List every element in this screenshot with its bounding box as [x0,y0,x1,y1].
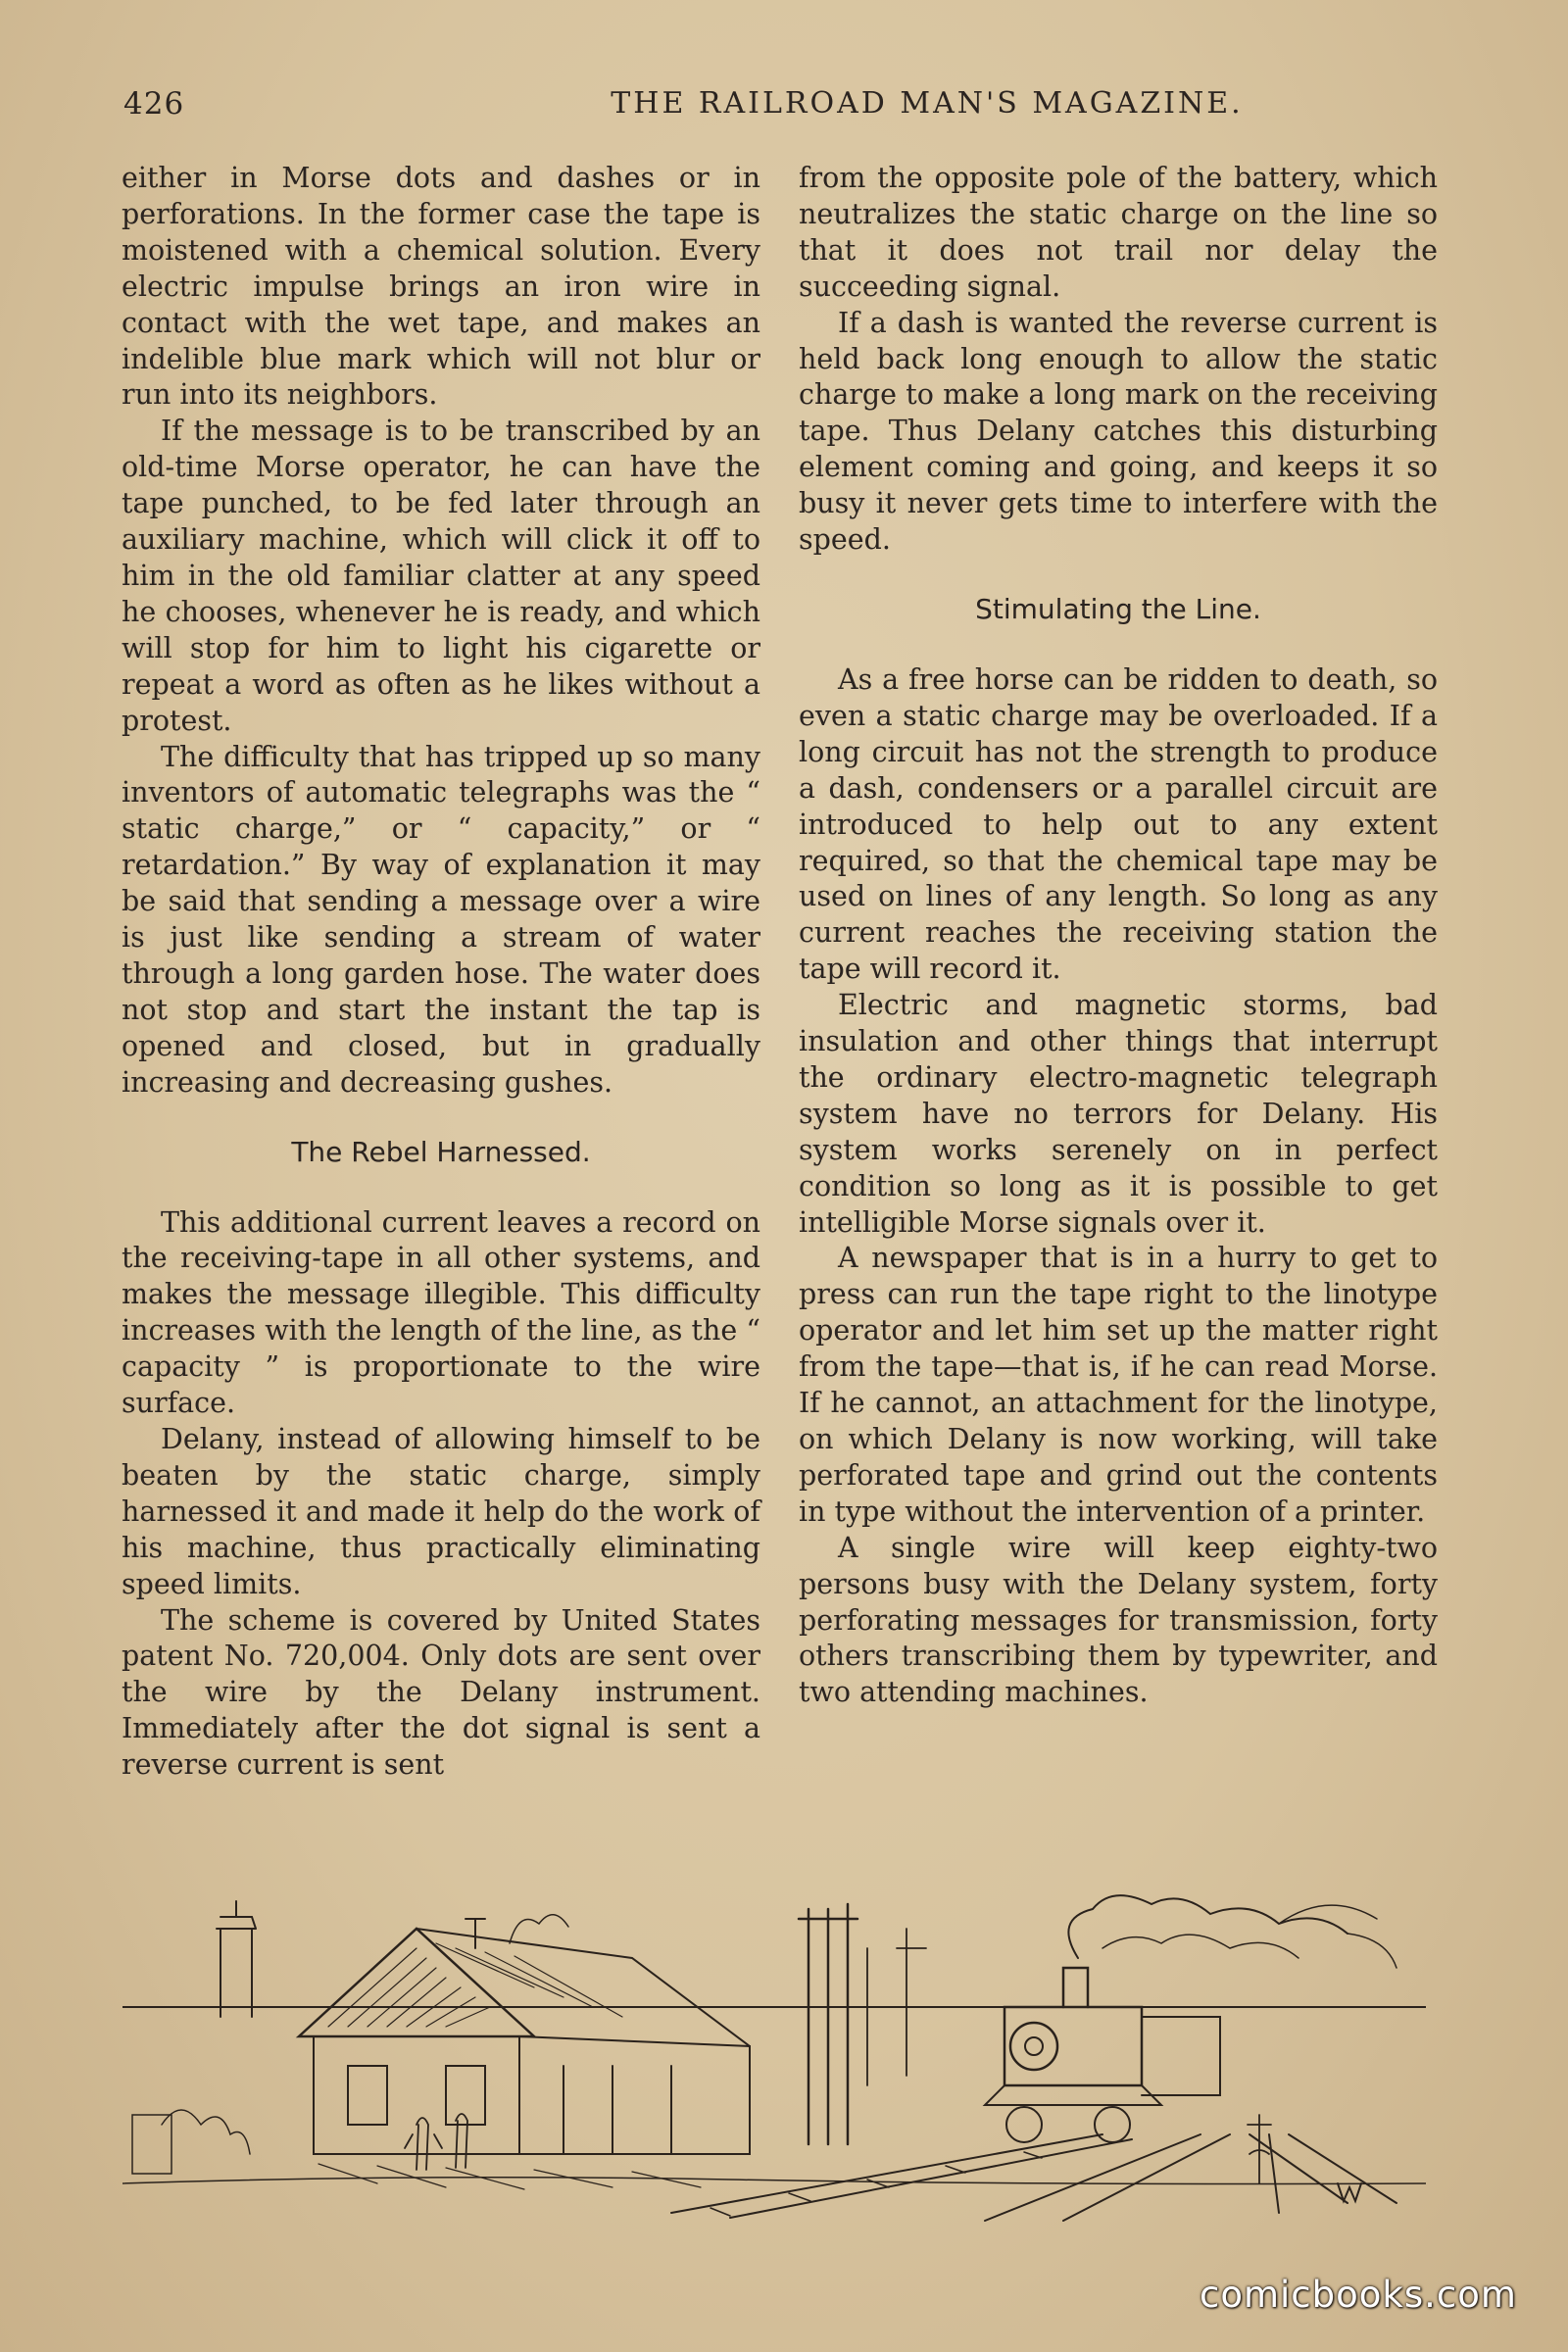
paragraph: The difficulty that has tripped up so many inventors of automatic telegraphs was the “ static charge,” or “ capacity,” or “ retardation.” By way of explanation it may be said that sending a message over a wire is just like sending a stream of water through a long garden hose. The water does not stop and start the instant the tap is opened and closed, but in gradually increasing and decreasing gushes. [122,740,760,1099]
paragraph: If a dash is wanted the reverse current is held back long enough to allow the static charge to make a long mark on the receiving tape. Thus Delany catches this disturbing element coming and going, and keeps it so busy it never gets time to interfere with the speed. [799,306,1438,557]
right-column [799,161,1438,1711]
page-number: 426 [123,86,185,122]
paragraph: Electric and magnetic storms, bad insulation and other things that interrupt the ordinary electro-magnetic telegraph system have no terrors for Delany. His system works serenely on in perfect condition so long as it is possible to get intelligible Morse signals over it. [799,989,1438,1239]
paragraph: The scheme is covered by United States patent No. 720,004. Only dots are sent over the wire by the Delany instrument. Immediately after the dot signal is sent a reverse current is sent [122,1603,760,1782]
section-heading: Stimulating the Line. [975,592,1261,625]
paragraph: A newspaper that is in a hurry to get to press can run the tape right to the linotype operator and let him set up the matter right from the tape—that is, if he can read Morse. If he cannot, an attachment for the linotype, on which Delany is now working, will take perforated tape and grind out the contents in type without the intervention of a printer. [799,1242,1438,1528]
paragraph: either in Morse dots and dashes or in perforations. In the former case the tape is moistened with a chemical solution. Every electric impulse brings an iron wire in contact with the wet tape, and makes an indelible blue mark which will not blur or run into its neighbors. [122,162,760,412]
paragraph: A single wire will keep eighty-two persons busy with the Delany system, forty perforating messages for transmission, forty others transcribing them by typewriter, and two attending machines. [799,1531,1438,1709]
paragraph: from the opposite pole of the battery, which neutralizes the static charge on the line so that it does not trail nor delay the succeeding signal. [799,162,1438,303]
railroad-station-illustration [122,1889,1426,2223]
left-column [122,161,760,1784]
page-header [123,86,1437,125]
watermark-text: comicbooks.com [1200,2274,1517,2316]
paragraph: If the message is to be transcribed by an old-time Morse operator, he can have the tape punched, to be fed later through an auxiliary machine, which will click it off to him in the old familiar clatter at any speed he chooses, whenever he is ready, and which will stop for him to light his cigarette or repeat a word as often as he likes without a protest. [122,415,760,737]
paragraph: Delany, instead of allowing himself to be beaten by the static charge, simply harnessed it and made it help do the work of his machine, thus practically eliminating speed limits. [122,1423,760,1600]
station-sketch-image [122,1889,1426,2223]
paragraph: This additional current leaves a record on the receiving-tape in all other systems, and makes the message illegible. This difficulty increases with the length of the line, as the “ capacity ” is proportionate to the wire surface. [122,1205,760,1420]
paragraph: As a free horse can be ridden to death, so even a static charge may be overloaded. If a long circuit has not the strength to produce a dash, condensers or a parallel circuit are introduced to help out to any extent required, so that the chemical tape may be used on lines of any length. So long as any current reaches the receiving station the tape will record it. [799,662,1438,986]
section-heading: The Rebel Harnessed. [291,1135,591,1168]
magazine-title: THE RAILROAD MAN'S MAGAZINE. [611,86,1244,121]
